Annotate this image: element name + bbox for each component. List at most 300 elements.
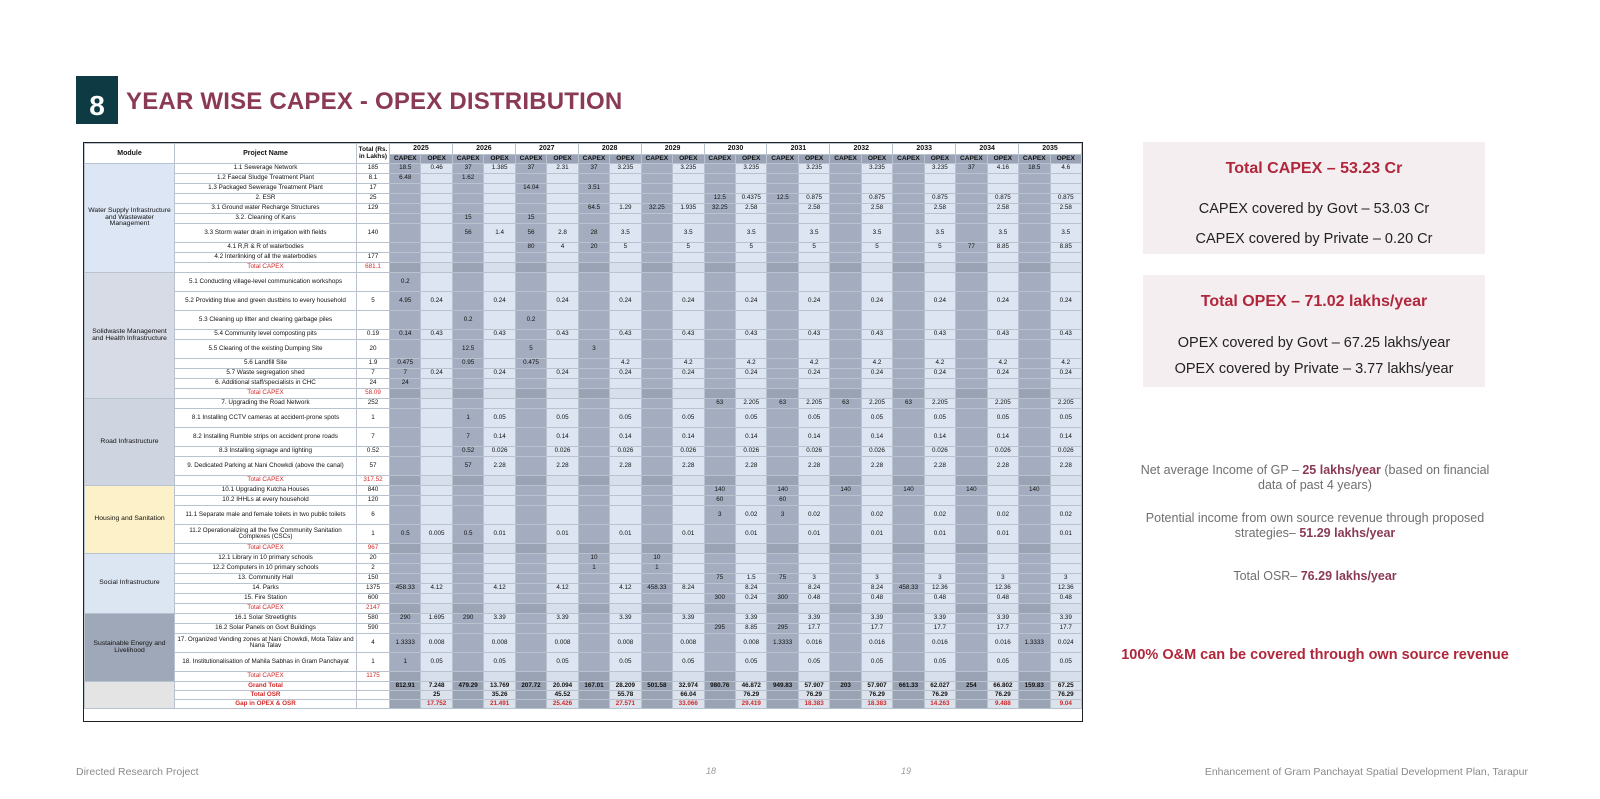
capex-cell <box>704 330 735 340</box>
opex-cell: 18.383 <box>861 700 892 709</box>
capex-cell <box>956 273 987 292</box>
capex-cell <box>515 409 546 428</box>
opex-cell: 0.05 <box>798 653 829 672</box>
year-header-2030: 2030 <box>704 144 767 155</box>
capex-cell <box>956 389 987 399</box>
opex-cell: 2.28 <box>735 457 766 476</box>
project-name-cell: 3.3 Storm water drain in irrigation with fields <box>175 224 357 243</box>
opex-cell: 0.24 <box>547 369 578 379</box>
capex-cell <box>641 624 672 634</box>
opex-cell: 12.36 <box>1050 584 1081 594</box>
capex-cell <box>515 554 546 564</box>
capex-cell <box>641 263 672 273</box>
capex-cell <box>893 263 924 273</box>
capex-cell <box>578 624 609 634</box>
capex-cell <box>704 457 735 476</box>
opex-cell: 0.43 <box>610 330 641 340</box>
capex-cell <box>767 184 798 194</box>
opex-cell: 0.05 <box>547 653 578 672</box>
total-capex-heading: Total CAPEX – 53.23 Cr <box>1225 160 1403 177</box>
capex-cell <box>767 700 798 709</box>
capex-cell <box>452 604 483 614</box>
opex-cell <box>735 253 766 263</box>
table-row <box>85 574 1082 584</box>
capex-cell <box>390 700 421 709</box>
capex-cell <box>704 476 735 486</box>
total-cost-cell: 1 <box>357 653 390 672</box>
opex-cell <box>861 544 892 554</box>
total-cost-cell: 7 <box>357 428 390 447</box>
opex-cell: 76.29 <box>924 691 955 700</box>
capex-cell <box>515 614 546 624</box>
capex-cell: 80 <box>515 243 546 253</box>
capex-cell <box>830 174 861 184</box>
capex-header-2030: CAPEX <box>704 155 735 164</box>
opex-cell <box>673 672 704 682</box>
opex-cell: 0.02 <box>987 506 1018 525</box>
capex-cell <box>893 604 924 614</box>
capex-cell <box>767 525 798 544</box>
capex-cell <box>830 379 861 389</box>
capex-cell: 60 <box>767 496 798 506</box>
opex-cell: 3.5 <box>987 224 1018 243</box>
capex-cell <box>390 447 421 457</box>
opex-cell <box>547 594 578 604</box>
capex-cell <box>767 340 798 359</box>
capex-cell <box>578 574 609 584</box>
opex-cell <box>421 379 452 389</box>
total-cost-cell: 840 <box>357 486 390 496</box>
capex-cell <box>641 379 672 389</box>
opex-cell <box>547 253 578 263</box>
opex-cell <box>547 574 578 584</box>
opex-cell: 0.24 <box>421 369 452 379</box>
opex-cell <box>987 184 1018 194</box>
opex-cell <box>798 564 829 574</box>
capex-cell <box>1019 544 1050 554</box>
opex-cell: 0.008 <box>735 634 766 653</box>
opex-cell: 35.26 <box>484 691 515 700</box>
opex-cell: 0.24 <box>987 369 1018 379</box>
opex-cell <box>547 672 578 682</box>
capex-cell <box>956 224 987 243</box>
opex-cell: 0.24 <box>484 292 515 311</box>
opex-cell <box>547 389 578 399</box>
total-osr-label: Total OSR– <box>1233 569 1301 583</box>
opex-cell <box>673 574 704 584</box>
capex-cell <box>515 691 546 700</box>
capex-cell <box>956 574 987 584</box>
opex-cell <box>798 379 829 389</box>
capex-cell <box>452 506 483 525</box>
capex-cell <box>641 614 672 624</box>
capex-cell <box>452 624 483 634</box>
opex-cell: 2.28 <box>484 457 515 476</box>
total-cost-cell: 17 <box>357 184 390 194</box>
opex-cell: 2.28 <box>673 457 704 476</box>
capex-cell: 0.5 <box>452 525 483 544</box>
opex-cell <box>673 506 704 525</box>
capex-cell <box>893 447 924 457</box>
opex-cell <box>484 399 515 409</box>
opex-cell: 2.28 <box>798 457 829 476</box>
capex-cell <box>578 672 609 682</box>
capex-cell <box>830 243 861 253</box>
opex-cell: 8.24 <box>798 584 829 594</box>
opex-cell <box>610 672 641 682</box>
opex-cell: 13.769 <box>484 682 515 691</box>
capex-cell <box>515 389 546 399</box>
capex-cell: 0.475 <box>515 359 546 369</box>
capex-cell <box>1019 653 1050 672</box>
capex-cell <box>956 525 987 544</box>
capex-cell <box>704 634 735 653</box>
total-cost-cell: 1 <box>357 409 390 428</box>
opex-cell: 0.05 <box>421 653 452 672</box>
capex-cell: 140 <box>1019 486 1050 496</box>
module-cell: Solidwaste Management and Health Infrastructure <box>85 273 175 399</box>
opex-cell: 5 <box>924 243 955 253</box>
opex-cell <box>421 496 452 506</box>
opex-cell: 8.24 <box>673 584 704 594</box>
capex-cell <box>893 564 924 574</box>
capex-cell <box>956 653 987 672</box>
capex-cell <box>767 409 798 428</box>
capex-cell: 15 <box>515 214 546 224</box>
capex-cell <box>1019 330 1050 340</box>
project-name-cell: 14. Parks <box>175 584 357 594</box>
capex-header-2025: CAPEX <box>390 155 421 164</box>
opex-cell: 0.026 <box>861 447 892 457</box>
table-row <box>85 184 1082 194</box>
total-cost-cell: 2 <box>357 564 390 574</box>
capex-cell: 0.95 <box>452 359 483 369</box>
opex-cell <box>1050 174 1081 184</box>
capex-cell <box>578 389 609 399</box>
opex-cell: 0.01 <box>798 525 829 544</box>
capex-cell: 140 <box>767 486 798 496</box>
capex-cell <box>956 428 987 447</box>
opex-cell: 5 <box>610 243 641 253</box>
capex-cell: 5 <box>515 340 546 359</box>
opex-cell <box>1050 564 1081 574</box>
opex-cell: 0.875 <box>861 194 892 204</box>
opex-cell: 0.43 <box>924 330 955 340</box>
opex-cell <box>421 624 452 634</box>
opex-header-2027: OPEX <box>547 155 578 164</box>
opex-header-2034: OPEX <box>987 155 1018 164</box>
opex-cell: 18.383 <box>798 700 829 709</box>
capex-cell <box>641 194 672 204</box>
total-cost-cell: 57 <box>357 457 390 476</box>
capex-cell <box>956 194 987 204</box>
capex-cell <box>704 409 735 428</box>
opex-cell: 0.14 <box>798 428 829 447</box>
opex-cell <box>484 204 515 214</box>
capex-cell <box>641 311 672 330</box>
opex-cell <box>673 174 704 184</box>
opex-cell: 4.12 <box>484 584 515 594</box>
capex-cell <box>452 653 483 672</box>
opex-cell: 2.58 <box>987 204 1018 214</box>
capex-cell <box>704 428 735 447</box>
opex-cell: 3.39 <box>735 614 766 624</box>
capex-cell <box>452 389 483 399</box>
capex-cell <box>452 292 483 311</box>
opex-cell: 0.01 <box>610 525 641 544</box>
capex-cell <box>578 700 609 709</box>
project-name-cell: 4.1 R,R & R of waterbodies <box>175 243 357 253</box>
table-row <box>85 243 1082 253</box>
opex-cell <box>924 184 955 194</box>
table-row <box>85 224 1082 243</box>
opex-header-2029: OPEX <box>673 155 704 164</box>
capex-cell <box>956 311 987 330</box>
opex-cell: 0.05 <box>673 409 704 428</box>
opex-cell: 2.28 <box>987 457 1018 476</box>
opex-cell <box>673 379 704 389</box>
opex-cell <box>798 214 829 224</box>
capex-cell <box>893 409 924 428</box>
capex-cell <box>578 359 609 369</box>
capex-cell <box>893 428 924 447</box>
capex-cell <box>641 525 672 544</box>
project-name-cell: 5.6 Landfill Site <box>175 359 357 369</box>
opex-cell <box>924 389 955 399</box>
capex-cell <box>515 525 546 544</box>
opex-cell: 0.4375 <box>735 194 766 204</box>
capex-cell <box>830 359 861 369</box>
opex-cell: 3.5 <box>735 224 766 243</box>
opex-cell <box>987 253 1018 263</box>
capex-cell <box>641 634 672 653</box>
opex-cell <box>610 574 641 584</box>
opex-cell: 0.24 <box>610 292 641 311</box>
opex-cell: 0.24 <box>735 369 766 379</box>
total-capex-row <box>85 389 1082 399</box>
opex-cell: 3 <box>924 574 955 584</box>
opex-cell <box>547 340 578 359</box>
opex-cell <box>484 624 515 634</box>
capex-cell: 37 <box>515 164 546 174</box>
opex-cell <box>924 174 955 184</box>
opex-cell <box>861 554 892 564</box>
capex-cell <box>767 672 798 682</box>
capex-cell: 140 <box>956 486 987 496</box>
capex-cell <box>893 389 924 399</box>
capex-cell <box>893 624 924 634</box>
opex-cell <box>735 174 766 184</box>
opex-cell: 0.05 <box>735 409 766 428</box>
capex-cell <box>830 525 861 544</box>
capex-cell <box>956 330 987 340</box>
project-name-cell: 17. Organized Vending zones at Nani Chowkdi, Mota Talav and Nana Talav <box>175 634 357 653</box>
capex-cell <box>956 409 987 428</box>
capex-cell <box>452 330 483 340</box>
opex-cell <box>547 476 578 486</box>
project-name-cell: 1.2 Faecal Sludge Treatment Plant <box>175 174 357 184</box>
capex-cell <box>515 604 546 614</box>
opex-cell: 0.016 <box>924 634 955 653</box>
capex-cell <box>767 564 798 574</box>
capex-cell <box>704 379 735 389</box>
capex-cell <box>704 389 735 399</box>
capex-cell <box>1019 292 1050 311</box>
opex-cell: 76.29 <box>735 691 766 700</box>
potential-income-note <box>1140 511 1490 541</box>
capex-cell <box>578 476 609 486</box>
opex-cell <box>673 253 704 263</box>
capex-cell <box>1019 311 1050 330</box>
year-header-2029: 2029 <box>641 144 704 155</box>
capex-cell <box>515 506 546 525</box>
capex-cell <box>641 214 672 224</box>
opex-cell <box>421 399 452 409</box>
capex-cell <box>893 614 924 624</box>
capex-cell: 290 <box>452 614 483 624</box>
capex-cell <box>515 544 546 554</box>
opex-cell <box>987 496 1018 506</box>
capex-cell <box>1019 409 1050 428</box>
opex-cell: 0.24 <box>735 292 766 311</box>
opex-cell <box>924 379 955 389</box>
opex-cell: 0.026 <box>924 447 955 457</box>
opex-cell: 0.01 <box>987 525 1018 544</box>
opex-cell: 0.48 <box>861 594 892 604</box>
opex-cell: 2.58 <box>924 204 955 214</box>
capex-cell <box>956 584 987 594</box>
project-name-cell: 16.2 Solar Panels on Govt Buildings <box>175 624 357 634</box>
opex-cell <box>673 389 704 399</box>
capex-cell <box>452 544 483 554</box>
grand-summary-label: Total OSR <box>175 691 357 700</box>
opex-cell <box>421 204 452 214</box>
table-row <box>85 564 1082 574</box>
opex-cell: 0.02 <box>798 506 829 525</box>
capex-cell <box>641 409 672 428</box>
opex-cell: 0.875 <box>924 194 955 204</box>
project-name-cell: 16.1 Solar Streetlights <box>175 614 357 624</box>
opex-cell: 0.14 <box>861 428 892 447</box>
capex-header-2034: CAPEX <box>956 155 987 164</box>
opex-cell <box>798 554 829 564</box>
table-header <box>85 144 1082 164</box>
capex-opex-table <box>84 143 1082 709</box>
capex-cell <box>452 184 483 194</box>
project-name-cell: 18. Institutionalisation of Mahila Sabhas in Gram Panchayat <box>175 653 357 672</box>
capex-cell <box>767 457 798 476</box>
opex-cell <box>735 379 766 389</box>
total-cost-cell <box>357 311 390 330</box>
project-name-cell: Total CAPEX <box>175 476 357 486</box>
capex-cell <box>452 273 483 292</box>
opex-cell <box>1050 184 1081 194</box>
table-row <box>85 409 1082 428</box>
capex-cell <box>1019 184 1050 194</box>
capex-cell: 37 <box>956 164 987 174</box>
capex-cell <box>893 184 924 194</box>
capex-cell <box>704 544 735 554</box>
capex-cell <box>893 691 924 700</box>
opex-cell <box>924 544 955 554</box>
opex-cell <box>610 389 641 399</box>
capex-cell <box>956 476 987 486</box>
capex-cell <box>767 359 798 369</box>
capex-cell <box>452 486 483 496</box>
capex-cell <box>704 604 735 614</box>
opex-cell: 3.39 <box>924 614 955 624</box>
capex-cell <box>390 204 421 214</box>
capex-cell <box>830 369 861 379</box>
capex-cell <box>704 214 735 224</box>
capex-cell <box>515 204 546 214</box>
capex-header-2032: CAPEX <box>830 155 861 164</box>
capex-cell <box>641 506 672 525</box>
capex-cell <box>515 369 546 379</box>
opex-summary-box <box>1143 275 1485 387</box>
capex-cell <box>390 672 421 682</box>
opex-cell <box>735 389 766 399</box>
capex-cell <box>767 204 798 214</box>
project-name-cell: 1.1 Sewerage Network <box>175 164 357 174</box>
capex-cell <box>1019 243 1050 253</box>
capex-cell <box>452 574 483 584</box>
opex-cell: 2.58 <box>798 204 829 214</box>
opex-cell <box>673 214 704 224</box>
capex-cell <box>641 224 672 243</box>
capex-cell <box>578 496 609 506</box>
opex-cell: 2.8 <box>547 224 578 243</box>
capex-cell <box>390 574 421 584</box>
opex-cell <box>421 253 452 263</box>
opex-cell: 66.04 <box>673 691 704 700</box>
capex-cell <box>704 691 735 700</box>
opex-cell <box>421 604 452 614</box>
total-cost-cell: 20 <box>357 554 390 564</box>
capex-cell <box>390 604 421 614</box>
total-cost-cell: 4 <box>357 634 390 653</box>
project-name-cell: 2. ESR <box>175 194 357 204</box>
opex-cell: 4.12 <box>547 584 578 594</box>
capex-private-text: CAPEX covered by Private – 0.20 Cr <box>1195 231 1433 247</box>
opex-cell: 45.52 <box>547 691 578 700</box>
capex-cell <box>641 691 672 700</box>
opex-header-2026: OPEX <box>484 155 515 164</box>
capex-cell <box>830 224 861 243</box>
capex-cell <box>767 174 798 184</box>
opex-cell <box>735 311 766 330</box>
opex-cell <box>610 486 641 496</box>
capex-cell <box>704 614 735 624</box>
opex-cell <box>798 253 829 263</box>
capex-cell: 75 <box>767 574 798 584</box>
opex-cell <box>421 594 452 604</box>
capex-cell: 0.52 <box>452 447 483 457</box>
total-cost-cell: 317.52 <box>357 476 390 486</box>
opex-cell <box>987 476 1018 486</box>
opex-cell <box>1050 389 1081 399</box>
capex-cell: 32.25 <box>704 204 735 214</box>
opex-cell: 4.2 <box>987 359 1018 369</box>
opex-cell: 0.02 <box>735 506 766 525</box>
opex-cell <box>861 604 892 614</box>
capex-cell: 0.2 <box>452 311 483 330</box>
capex-cell: 24 <box>390 379 421 389</box>
total-cost-cell: 58.09 <box>357 389 390 399</box>
project-name-cell: 5.2 Providing blue and green dustbins to every household <box>175 292 357 311</box>
opex-cell <box>798 486 829 496</box>
capex-cell <box>390 389 421 399</box>
